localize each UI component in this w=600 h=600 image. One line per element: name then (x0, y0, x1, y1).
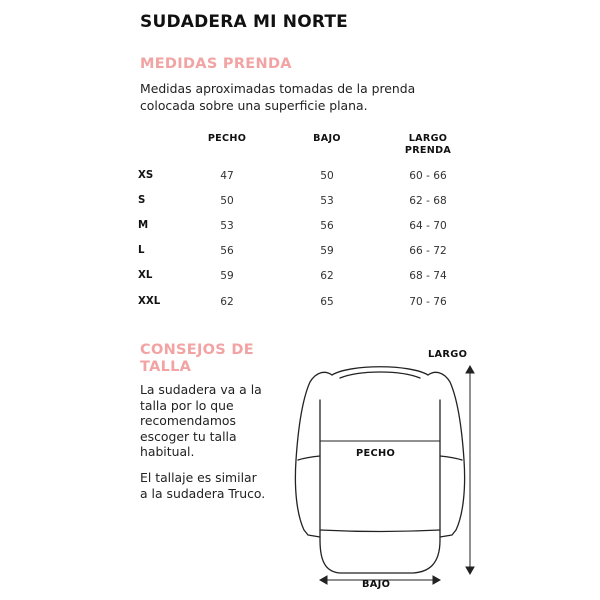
size-label: XL (138, 270, 153, 281)
largo-label: LARGO (428, 349, 468, 360)
pecho-value: 62 (220, 296, 234, 308)
bajo-value: 50 (320, 170, 334, 182)
column-header-pecho: PECHO (207, 133, 247, 144)
largo-value: 62 - 68 (409, 195, 447, 207)
advice-paragraph: El tallaje es similar a la sudadera Truco. (140, 470, 266, 501)
largo-value: 68 - 74 (409, 270, 447, 282)
column-header-largo: LARGO PRENDA (404, 133, 452, 156)
pecho-value: 47 (220, 170, 234, 182)
bajo-value: 65 (320, 296, 334, 308)
largo-arrow-top (466, 366, 474, 373)
sweatshirt-diagram (280, 340, 480, 595)
size-label: XXL (138, 296, 161, 307)
measures-heading: MEDIDAS PRENDA (140, 56, 292, 72)
size-label: XS (138, 170, 154, 181)
bajo-arrow-right (433, 576, 440, 584)
bajo-label: BAJO (362, 579, 391, 590)
garment-outline (295, 372, 464, 573)
largo-value: 60 - 66 (409, 170, 447, 182)
size-label: M (138, 220, 149, 231)
size-label: S (138, 195, 146, 206)
garment-cuff-left (298, 456, 320, 460)
garment-cuff-right (440, 456, 462, 460)
bajo-arrow-left (320, 576, 327, 584)
page-title: SUDADERA MI NORTE (140, 12, 348, 32)
pecho-label: PECHO (356, 448, 396, 459)
largo-value: 66 - 72 (409, 245, 447, 257)
column-header-bajo: BAJO (313, 133, 341, 144)
measures-intro: Medidas aproximadas tomadas de la prenda colocada sobre una superficie plana. (140, 81, 416, 113)
bajo-value: 62 (320, 270, 334, 282)
largo-value: 70 - 76 (409, 296, 447, 308)
advice-paragraph: La sudadera va a la talla por lo que recomendamos escoger tu talla habitual. (140, 382, 262, 459)
pecho-value: 53 (220, 220, 234, 232)
garment-hem-band (320, 530, 440, 532)
garment-neck-rib (340, 372, 420, 378)
pecho-value: 56 (220, 245, 234, 257)
pecho-value: 59 (220, 270, 234, 282)
bajo-value: 59 (320, 245, 334, 257)
bajo-value: 53 (320, 195, 334, 207)
garment-neckline (332, 367, 428, 375)
advice-heading: CONSEJOS DE TALLA (140, 342, 254, 375)
largo-value: 64 - 70 (409, 220, 447, 232)
largo-arrow-bottom (466, 567, 474, 574)
bajo-value: 56 (320, 220, 334, 232)
size-label: L (138, 245, 145, 256)
pecho-value: 50 (220, 195, 234, 207)
